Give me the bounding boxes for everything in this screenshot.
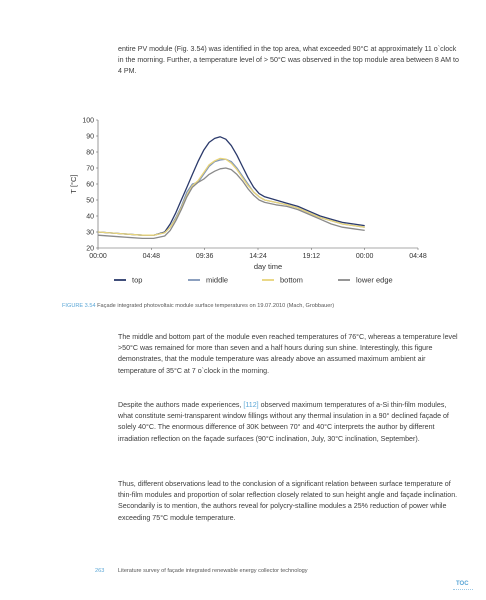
- figure-caption-text: Façade integrated photovoltaic module surface temperatures on 19.07.2010 (Mach, Grobbauer): [97, 303, 335, 309]
- temperature-chart-svg: [62, 108, 432, 298]
- x-tick-label: 00:00: [89, 253, 107, 260]
- paragraph-literature: [118, 400, 460, 445]
- y-tick-label: 90: [86, 133, 94, 141]
- reference-link[interactable]: [112]: [243, 401, 259, 409]
- paragraph-conclusion: Thus, different observations lead to the conclusion of a significant relation between surface temperature of thin-film modules and proportion of solar reflection closely related to sun height angle and façade inclination. Secondarily is to mention, the authors reveal for polycry-stalline modules a 25% reduction of power while exceeding 75°C module temperature.: [118, 480, 458, 522]
- x-tick-label: 04:48: [409, 253, 427, 260]
- toc-link[interactable]: TOC: [456, 581, 469, 587]
- legend-label: middle: [206, 275, 229, 285]
- temperature-chart: [62, 108, 432, 298]
- toc-underline: [453, 589, 473, 590]
- x-tick-label: 04:48: [142, 253, 161, 260]
- figure-label: FIGURE 3.54: [62, 303, 96, 309]
- y-tick-label: 40: [86, 213, 94, 221]
- y-tick-label: 100: [82, 117, 94, 125]
- y-tick-label: 80: [86, 149, 94, 157]
- legend-label: top: [132, 275, 143, 285]
- y-tick-label: 60: [86, 181, 94, 189]
- y-tick-label: 30: [86, 229, 94, 237]
- y-tick-label: 20: [86, 245, 94, 253]
- paragraph-intro: entire PV module (Fig. 3.54) was identified in the top area, what exceeded 90°C at approximately 11 o`clock in the morning. Further, a temperature level of > 50°C was observed in the top module area between 8 AM to 4 PM.: [118, 45, 459, 76]
- paragraph-middle-bottom: The middle and bottom part of the module even reached temperatures of 76°C, whereas a temperature level >50°C was remained for more than seven and a half hours during sun shine. Interestingly, this figure demonstrates, that the module temperature was already above an assumed maximum ambient air temperature of 35°C at 7 o`clock in the morning.: [118, 333, 458, 375]
- legend-label: bottom: [280, 275, 303, 285]
- legend-label: lower edge: [356, 275, 393, 285]
- x-axis-label: day time: [253, 262, 283, 271]
- page-number: 263: [95, 568, 105, 574]
- x-tick-label: 00:00: [355, 253, 374, 260]
- x-tick-label: 14:24: [249, 253, 267, 260]
- running-title: Literature survey of façade integrated renewable energy collector technology: [117, 568, 308, 574]
- x-tick-label: 09:36: [195, 253, 214, 260]
- series-line-lower-edge: [98, 168, 365, 238]
- paragraph-literature-end: observed maximum temperatures of a-Si thin-film modules, what constitute semi-transparent window fillings without any thermal insulation in a 90° declined façade of solely 40°C. The enormous difference of 30K between 70° and 40°C interprets the author by different irradiation reflection on the façade surfaces (90°C inclination, July, 30°C inclination, September).: [118, 401, 449, 443]
- x-tick-label: 19:12: [302, 253, 321, 260]
- series-line-middle: [98, 159, 365, 235]
- figure-caption: [62, 303, 462, 309]
- y-tick-label: 70: [86, 165, 94, 173]
- page-footer: [95, 568, 308, 574]
- y-axis-label: T [°C]: [69, 174, 78, 194]
- paragraph-literature-start: Despite the authors made experiences,: [118, 401, 244, 409]
- y-tick-label: 50: [86, 197, 94, 205]
